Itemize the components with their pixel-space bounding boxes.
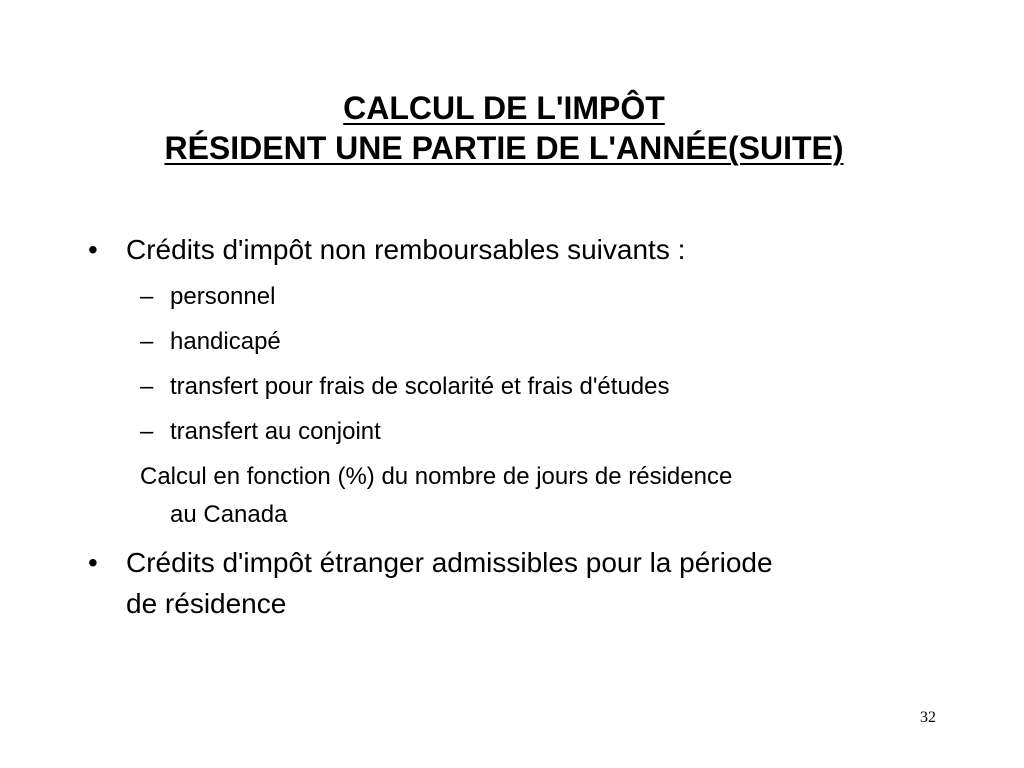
sub-item-personnel: personnel xyxy=(170,283,276,310)
bullet-marker-1: • xyxy=(88,234,98,265)
title-line-2: RÉSIDENT UNE PARTIE DE L'ANNÉE(SUITE) xyxy=(164,130,844,166)
bullet-2-line-1: Crédits d'impôt étranger admissibles pour la période xyxy=(126,547,773,578)
dash-marker-1: – xyxy=(140,283,154,310)
bullet-1-text: Crédits d'impôt non remboursables suivants : xyxy=(126,234,686,265)
sub-item-transfert-conjoint: transfert au conjoint xyxy=(170,418,381,445)
title-line-1: CALCUL DE L'IMPÔT xyxy=(343,90,665,126)
dash-marker-3: – xyxy=(140,373,154,400)
dash-marker-2: – xyxy=(140,328,154,355)
bullet-marker-2: • xyxy=(88,547,98,578)
dash-marker-4: – xyxy=(140,418,154,445)
page-number: 32 xyxy=(920,709,936,726)
sub-item-handicape: handicapé xyxy=(170,328,281,355)
note-line-1: Calcul en fonction (%) du nombre de jours de résidence xyxy=(140,463,733,490)
bullet-2-line-2: de résidence xyxy=(126,588,287,619)
note-line-2: au Canada xyxy=(170,501,288,528)
sub-item-transfert-frais: transfert pour frais de scolarité et frais d'études xyxy=(170,373,670,400)
